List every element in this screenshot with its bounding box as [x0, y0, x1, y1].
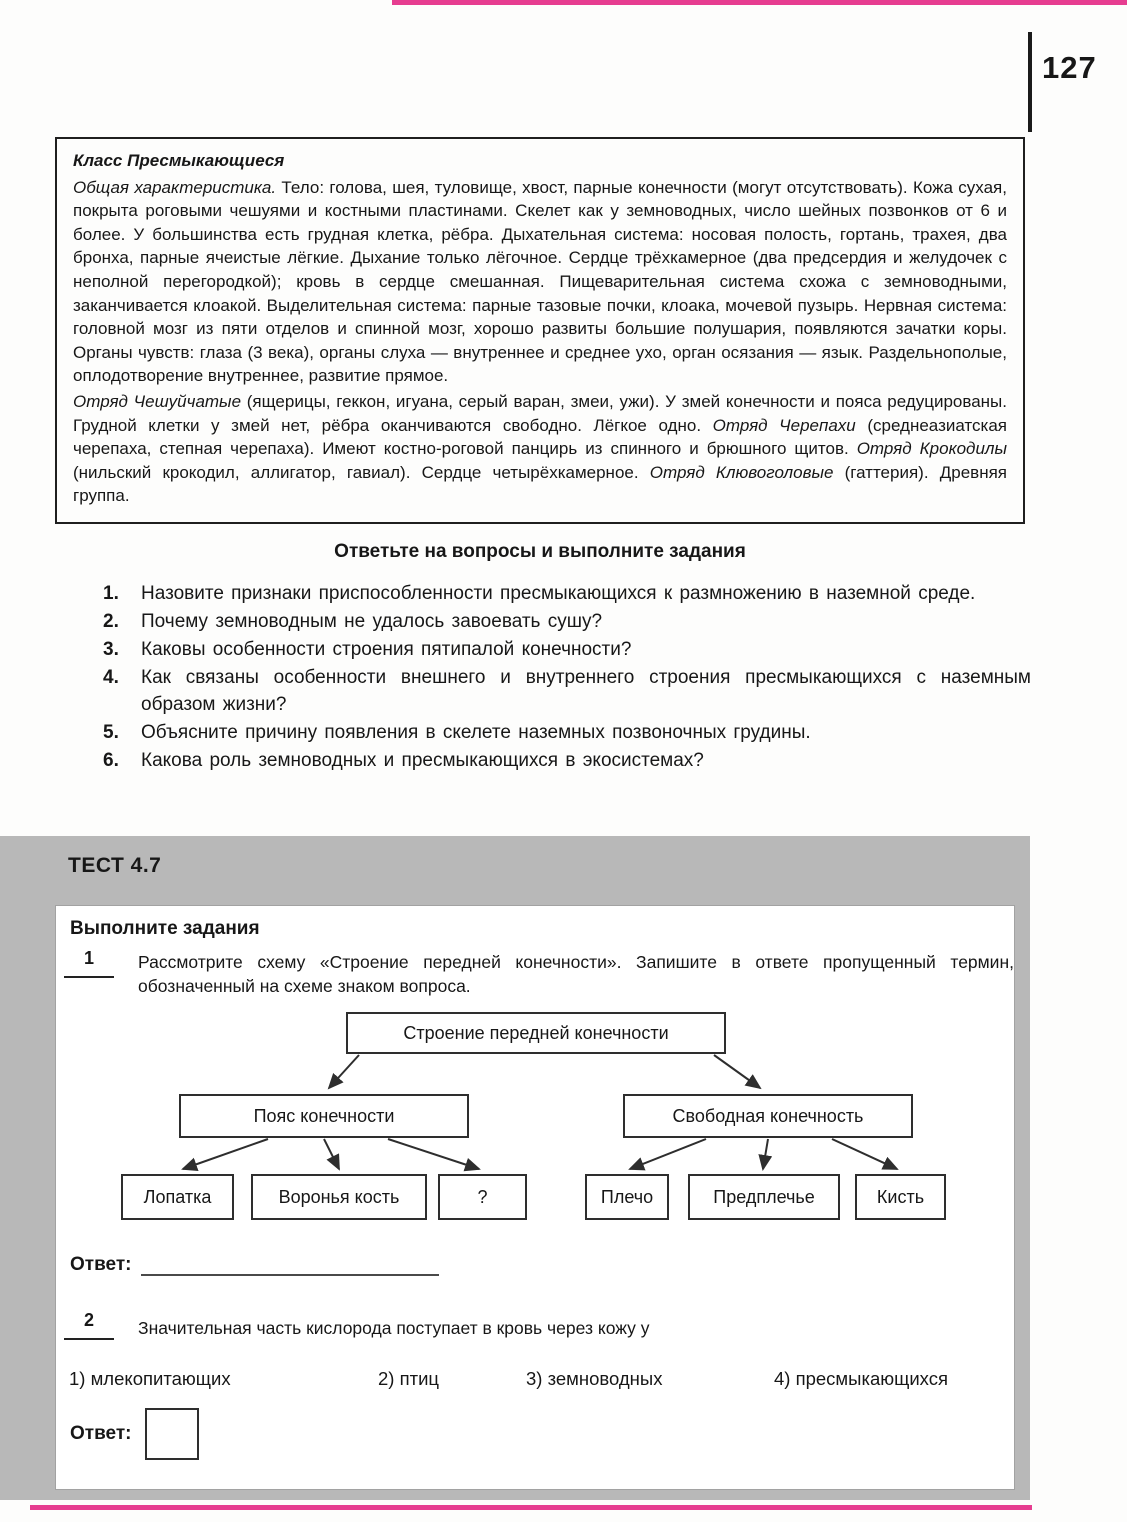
task-2-number: 2: [64, 1310, 114, 1340]
order-crocodiles-lead: Отряд Крокодилы: [856, 439, 1007, 459]
top-edge-accent-line: [392, 0, 1127, 5]
questions-heading: Ответьте на вопросы и выполните задания: [334, 541, 746, 562]
diagram-girdle-box: Пояс конечности: [179, 1094, 469, 1138]
diagram-free-limb-box: Свободная конечность: [623, 1094, 913, 1138]
order-rhynchocephalia-text: (гаттерия). Древняя группа.: [73, 462, 1007, 506]
task-1-number: 1: [64, 948, 114, 978]
order-rhynchocephalia-lead: Отряд Клювоголовые: [649, 462, 834, 482]
answer-box[interactable]: [145, 1408, 199, 1460]
reference-box: [55, 137, 1025, 524]
question-text: Назовите признаки приспособленности пресмыкающихся к размножению в наземной среде.: [141, 583, 976, 604]
diagram-scapula-box: Лопатка: [121, 1174, 234, 1220]
task-2-text: Значительная часть кислорода поступает в кровь через кожу у: [138, 1318, 650, 1338]
option-4: 4) пресмыкающихся: [774, 1368, 948, 1389]
paragraph-body: Тело: голова, шея, туловище, хвост, парные конечности (могут отсутствовать). Кожа сухая, покрыта роговыми чешуями и костными пластинами. Скелет как у земноводных, число шейных позвонков от 6 и более. У большинства есть грудная клетка, рёбра. Дыхательная система: носовая полость, гортань, трахея, два бронха, парные ячеистые лёгкие. Дыхание только лёгочное. Сердце трёхкамерное (два предсердия и желудочек с неполной перегородкой); кровь в сердце смешанная. Пищеварительная система схожа с земноводными, заканчивается клоакой. Выделительная система: парные тазовые почки, клоака, мочевой пузырь. Нервная система: головной мозг из пяти отделов и спинной мозг, хорошо развиты большие полушария, появляются зачатки коры. Органы чувств: глаза (3 века), органы слуха — внутреннее и среднее ухо, орган осязания — язык. Раздельнополые, оплодотворение внутреннее, развитие прямое.: [73, 177, 1007, 386]
test-title: ТЕСТ 4.7: [68, 854, 162, 877]
option-2: 2) птиц: [378, 1368, 440, 1389]
test-card: [55, 905, 1015, 1490]
reference-paragraph-orders: [73, 390, 1007, 508]
question-item: [103, 719, 1031, 746]
question-number: 3.: [103, 639, 119, 660]
order-squamata-text: (ящерицы, геккон, игуана, серый варан, змеи, ужи). У змей конечности и пояса редуцированы. Грудной клетки у змей нет, рёбра оканчиваются свободно. Лёгкое одно.: [73, 391, 1007, 435]
task-1-answer-row: [70, 1252, 439, 1276]
questions-list: [103, 580, 1031, 775]
answer-label: Ответ:: [70, 1423, 132, 1444]
question-item: [103, 664, 1031, 718]
option-1: 1) млекопитающих: [69, 1368, 231, 1389]
question-text: Какова роль земноводных и пресмыкающихся в экосистемах?: [141, 750, 704, 771]
paragraph-lead-italic: Общая характеристика.: [73, 177, 277, 197]
question-text: Как связаны особенности внешнего и внутреннего строения пресмыкающихся с наземным образом жизни?: [141, 667, 1031, 715]
answer-blank-line[interactable]: [141, 1252, 439, 1276]
test-panel: [0, 836, 1030, 1500]
question-item: [103, 580, 1031, 607]
diagram-missing-term-box: ?: [438, 1174, 527, 1220]
question-text: Объясните причину появления в скелете наземных позвоночных грудины.: [141, 722, 811, 743]
task-1-text: Рассмотрите схему «Строение передней конечности». Запишите в ответе пропущенный термин, обозначенный на схеме знаком вопроса.: [138, 952, 1014, 996]
bottom-edge-accent-line: [30, 1505, 1032, 1510]
question-item: [103, 747, 1031, 774]
diagram-root-box: Строение передней конечности: [346, 1012, 726, 1054]
question-text: Каковы особенности строения пятипалой конечности?: [141, 639, 632, 660]
question-number: 2.: [103, 611, 119, 632]
order-turtles-text: (среднеазиатская черепаха, степная черепаха). Имеют костно-роговой панцирь из спинного и брюшного щитов.: [73, 415, 1008, 459]
order-crocodiles-text: (нильский крокодил, аллигатор, гавиал). Сердце четырёхкамерное.: [73, 462, 650, 482]
question-item: [103, 636, 1031, 663]
question-number: 4.: [103, 667, 119, 688]
question-item: [103, 608, 1031, 635]
limb-structure-diagram: [56, 1008, 1016, 1238]
question-number: 6.: [103, 750, 119, 771]
question-number: 1.: [103, 583, 119, 604]
diagram-hand-box: Кисть: [855, 1174, 946, 1220]
page-corner-rule: [1028, 32, 1032, 132]
diagram-shoulder-box: Плечо: [585, 1174, 669, 1220]
order-turtles-lead: Отряд Черепахи: [712, 415, 856, 435]
diagram-coracoid-box: Воронья кость: [251, 1174, 427, 1220]
diagram-forearm-box: Предплечье: [688, 1174, 840, 1220]
task-2-answer-row: [70, 1408, 199, 1460]
question-text: Почему земноводным не удалось завоевать сушу?: [141, 611, 603, 632]
order-squamata-lead: Отряд Чешуйчатые: [73, 391, 242, 411]
reference-paragraph-general: [73, 176, 1007, 388]
reference-box-title: Класс Пресмыкающиеся: [73, 151, 285, 170]
task-2-options: [56, 1368, 1016, 1398]
page-number: 127: [1042, 50, 1097, 85]
test-subtitle: Выполните задания: [70, 918, 260, 939]
option-3: 3) земноводных: [526, 1368, 663, 1389]
question-number: 5.: [103, 722, 119, 743]
answer-label: Ответ:: [70, 1254, 132, 1275]
